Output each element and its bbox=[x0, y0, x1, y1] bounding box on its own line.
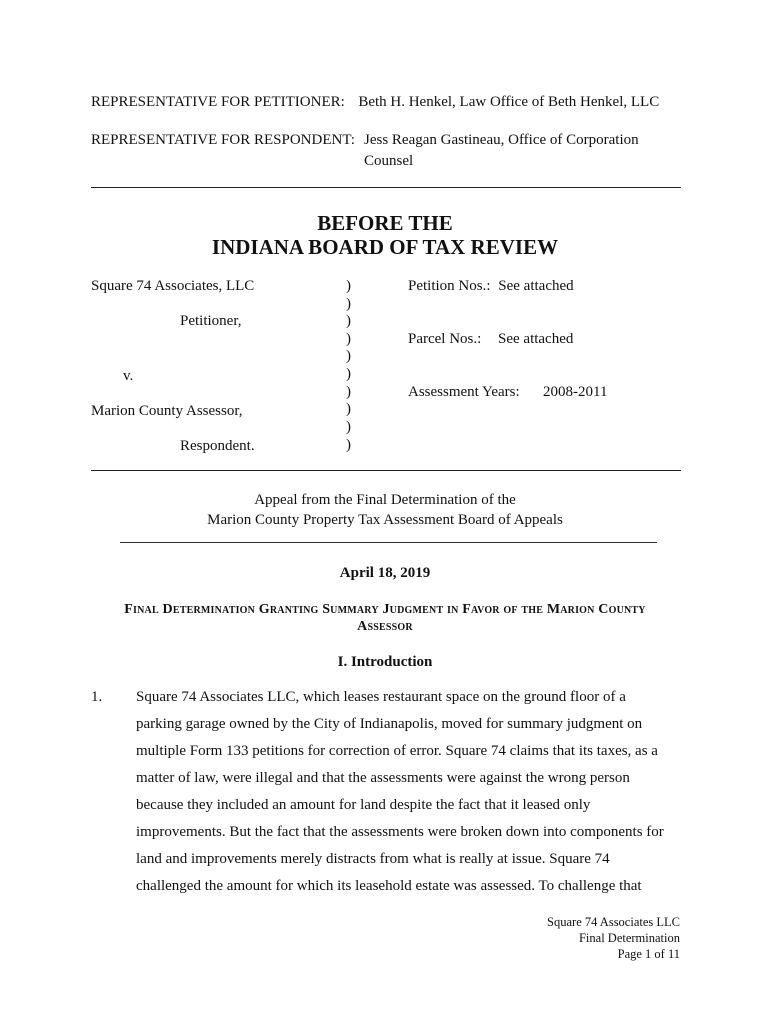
paragraph-line: challenged the amount for which its leasehold estate was assessed. To challenge that bbox=[136, 878, 642, 894]
petition-label: Petition Nos.: bbox=[408, 278, 491, 294]
determination-title-line2: Assessor bbox=[357, 619, 413, 634]
footer-page-number: Page 1 of 11 bbox=[617, 947, 680, 961]
top-divider bbox=[91, 187, 681, 188]
assessment-years-label: Assessment Years: bbox=[408, 384, 520, 400]
appeal-line1: Appeal from the Final Determination of the bbox=[254, 492, 516, 508]
respondent-rep-label: REPRESENTATIVE FOR RESPONDENT: bbox=[91, 132, 355, 148]
caption-paren: ) bbox=[346, 313, 351, 329]
respondent-role: Respondent. bbox=[180, 438, 255, 454]
petitioner-name: Square 74 Associates, LLC bbox=[91, 278, 255, 294]
petition-numbers bbox=[408, 278, 574, 295]
caption-paren: ) bbox=[346, 348, 351, 364]
caption-paren: ) bbox=[346, 419, 351, 435]
respondent-rep-value-line1: Jess Reagan Gastineau, Office of Corporation bbox=[364, 132, 639, 148]
footer-document-type: Final Determination bbox=[578, 931, 680, 945]
respondent-representative bbox=[91, 132, 355, 149]
petition-value: See attached bbox=[498, 278, 574, 294]
court-title-line2: INDIANA BOARD OF TAX REVIEW bbox=[211, 235, 559, 259]
respondent-rep-value-line2: Counsel bbox=[364, 153, 414, 169]
paragraph-line: because they included an amount for land despite the fact that it leased only bbox=[136, 797, 591, 813]
parcel-numbers-label: Parcel Nos.: bbox=[408, 331, 482, 347]
petitioner-rep-value: Beth H. Henkel, Law Office of Beth Henkel, LLC bbox=[358, 94, 660, 110]
appeal-line2: Marion County Property Tax Assessment Board of Appeals bbox=[207, 512, 563, 528]
paragraph-line: improvements. But the fact that the assessments were broken down into components for bbox=[136, 824, 664, 840]
appeal-divider bbox=[120, 542, 657, 543]
caption-paren: ) bbox=[346, 331, 351, 347]
petitioner-rep-label: REPRESENTATIVE FOR PETITIONER: bbox=[91, 94, 345, 110]
paragraph-line: Square 74 Associates LLC, which leases restaurant space on the ground floor of a bbox=[136, 689, 626, 705]
petitioner-representative bbox=[91, 94, 659, 111]
caption-paren: ) bbox=[346, 401, 351, 417]
petitioner-role: Petitioner, bbox=[180, 313, 242, 329]
section-heading: I. Introduction bbox=[337, 654, 433, 670]
determination-title-line1: Final Determination Granting Summary Judgment in Favor of the Marion County bbox=[124, 602, 646, 617]
paragraph-line: matter of law, were illegal and that the assessments were against the wrong person bbox=[136, 770, 630, 786]
caption-paren: ) bbox=[346, 278, 351, 294]
court-title-line1: BEFORE THE bbox=[317, 211, 453, 235]
footer-case-name: Square 74 Associates LLC bbox=[547, 915, 680, 929]
paragraph-line: parking garage owned by the City of Indianapolis, moved for summary judgment on bbox=[136, 716, 643, 732]
caption-divider bbox=[91, 470, 681, 471]
assessment-years-value: 2008-2011 bbox=[543, 384, 608, 400]
page-footer bbox=[547, 914, 680, 962]
versus: v. bbox=[123, 368, 134, 384]
decision-date: April 18, 2019 bbox=[339, 565, 431, 581]
caption-paren: ) bbox=[346, 296, 351, 312]
respondent-name: Marion County Assessor, bbox=[91, 403, 243, 419]
caption-paren: ) bbox=[346, 366, 351, 382]
paragraph-number: 1. bbox=[91, 689, 103, 705]
paragraph-line: multiple Form 133 petitions for correction of error. Square 74 claims that its taxes, as a bbox=[136, 743, 658, 759]
paragraph-line: land and improvements merely distracts from what is really at issue. Square 74 bbox=[136, 851, 610, 867]
caption-paren: ) bbox=[346, 437, 351, 453]
parcel-numbers-value: See attached bbox=[498, 331, 574, 347]
caption-paren: ) bbox=[346, 384, 351, 400]
